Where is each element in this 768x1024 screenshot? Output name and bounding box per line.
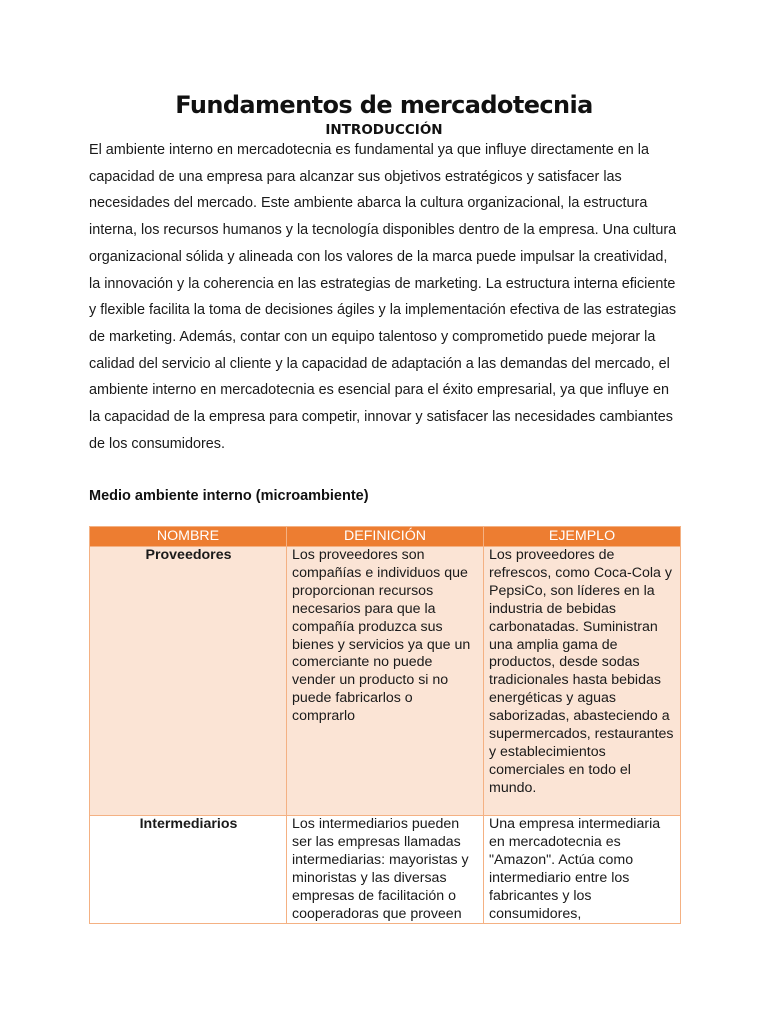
document-title: Fundamentos de mercadotecnia [175, 91, 593, 119]
row-name: Intermediarios [90, 816, 287, 924]
table-header-row [90, 527, 681, 547]
row-name: Proveedores [90, 547, 287, 816]
section-subtitle: INTRODUCCIÓN [325, 122, 443, 138]
table-row [90, 547, 681, 816]
header-ejemplo: EJEMPLO [484, 527, 681, 547]
row-example: Una empresa intermediaria en mercadotecnia es "Amazon". Actúa como intermediario entre los fabricantes y los consumidores, [484, 816, 681, 924]
intro-paragraph: El ambiente interno en mercadotecnia es fundamental ya que influye directamente en la capacidad de una empresa para alcanzar sus objetivos estratégicos y satisfacer las necesidades del mercado. Este ambiente abarca la cultura organizacional, la estructura interna, los recursos humanos y la tecnología disponibles dentro de la empresa. Una cultura organizacional sólida y alineada con los valores de la marca puede impulsar la creatividad, la innovación y la coherencia en las estrategias de marketing. La estructura interna eficiente y flexible facilita la toma de decisiones ágiles y la implementación efectiva de las estrategias de marketing. Además, contar con un equipo talentoso y comprometido puede mejorar la calidad del servicio al cliente y la capacidad de adaptación a las demandas del mercado, el ambiente interno en mercadotecnia es esencial para el éxito empresarial, ya que influye en la capacidad de la empresa para competir, innovar y satisfacer las necesidades cambiantes de los consumidores. [89, 142, 677, 452]
row-definition: Los proveedores son compañías e individuos que proporcionan recursos necesarios para que la compañía produzca sus bienes y servicios ya que un comerciante no puede vender un producto si no puede fabricarlos o comprarlo [287, 547, 484, 816]
table-row [90, 816, 681, 924]
header-nombre: NOMBRE [90, 527, 287, 547]
section-heading: Medio ambiente interno (microambiente) [89, 488, 369, 504]
header-definicion: DEFINICIÓN [287, 527, 484, 547]
row-definition: Los intermediarios pueden ser las empresas llamadas intermediarias: mayoristas y minoristas y las diversas empresas de facilitación o cooperadoras que proveen [287, 816, 484, 924]
microenvironment-table [89, 526, 681, 924]
row-example: Los proveedores de refrescos, como Coca-Cola y PepsiCo, son líderes en la industria de bebidas carbonatadas. Suministran una amplia gama de productos, desde sodas tradicionales hasta bebidas energéticas y aguas saborizadas, abasteciendo a supermercados, restaurantes y establecimientos comerciales en todo el mundo. [484, 547, 681, 816]
